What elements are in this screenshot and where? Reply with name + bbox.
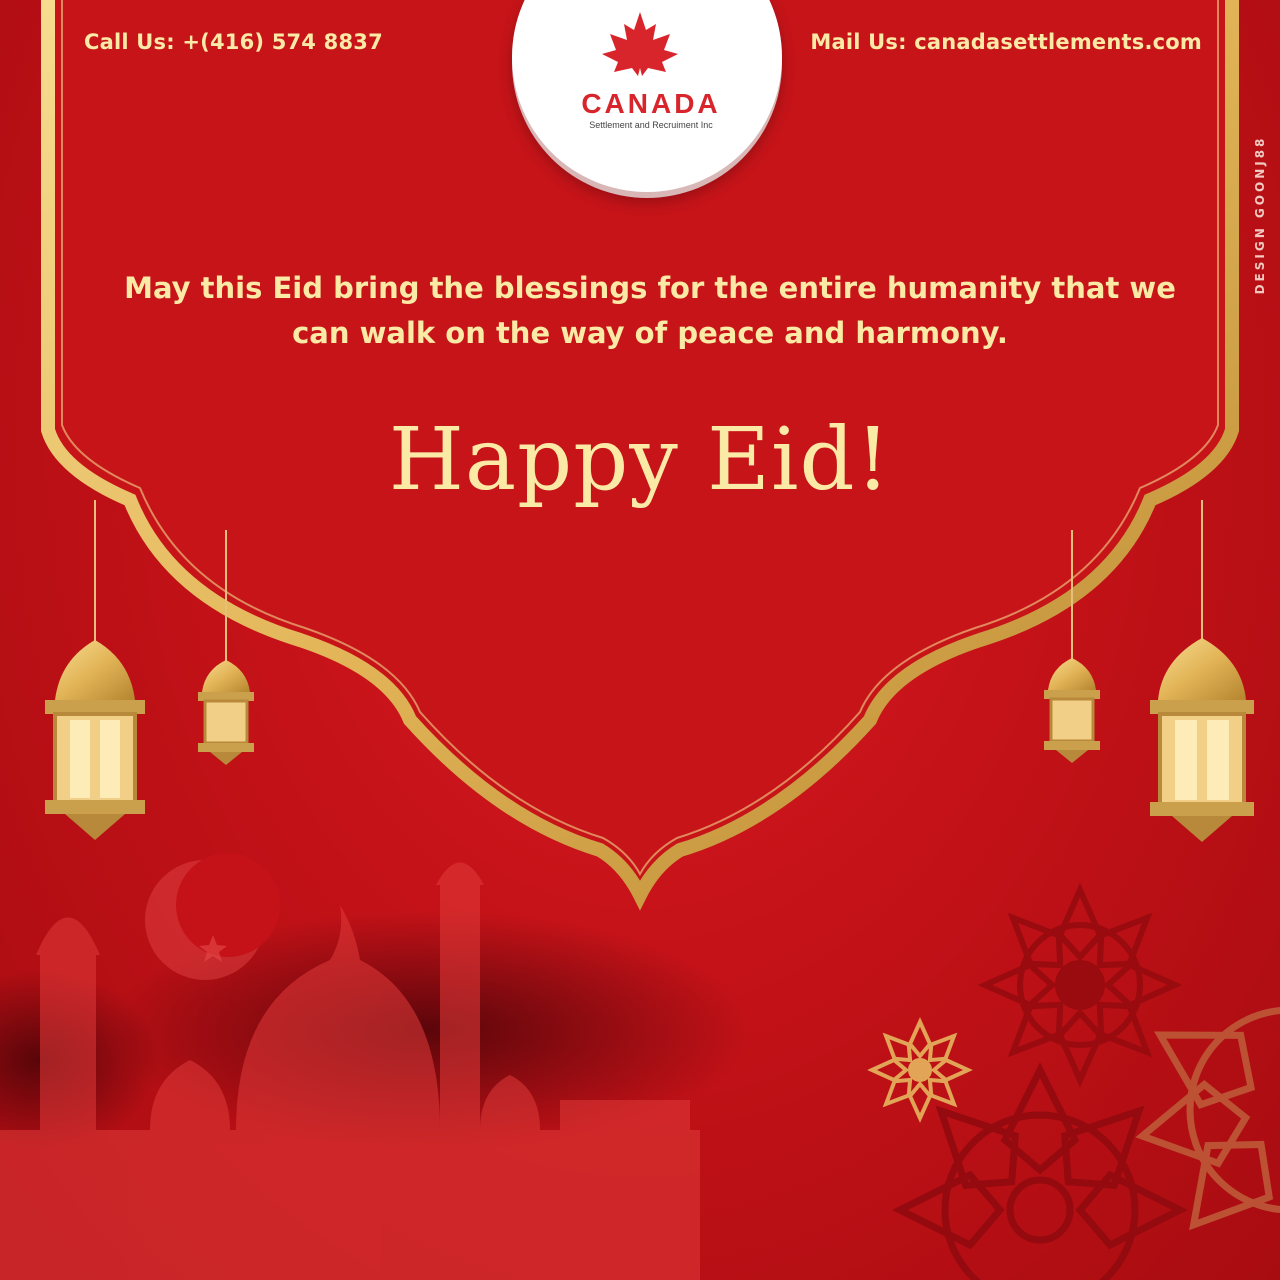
company-tagline: Settlement and Recruiment Inc [589, 120, 713, 130]
mandala-gold-right [1135, 1000, 1280, 1250]
company-name: CANADA [581, 88, 721, 119]
maple-leaf-icon [600, 10, 680, 82]
phone-contact[interactable]: Call Us: +(416) 574 8837 [84, 30, 383, 54]
email-contact[interactable]: Mail Us: canadasettlements.com [810, 30, 1202, 54]
mandala-gold-small [872, 1022, 968, 1118]
headline-happy-eid: Happy Eid! [388, 410, 892, 510]
mandala-large [985, 890, 1175, 1080]
design-credit: DESIGN GOONJ88 [1253, 135, 1267, 295]
lantern-right-large-icon [1150, 500, 1254, 842]
greeting-message: May this Eid bring the blessings for the entire humanity that we can walk on the way of peace and harmony. [124, 271, 1176, 350]
lantern-left-large-icon [45, 500, 145, 840]
